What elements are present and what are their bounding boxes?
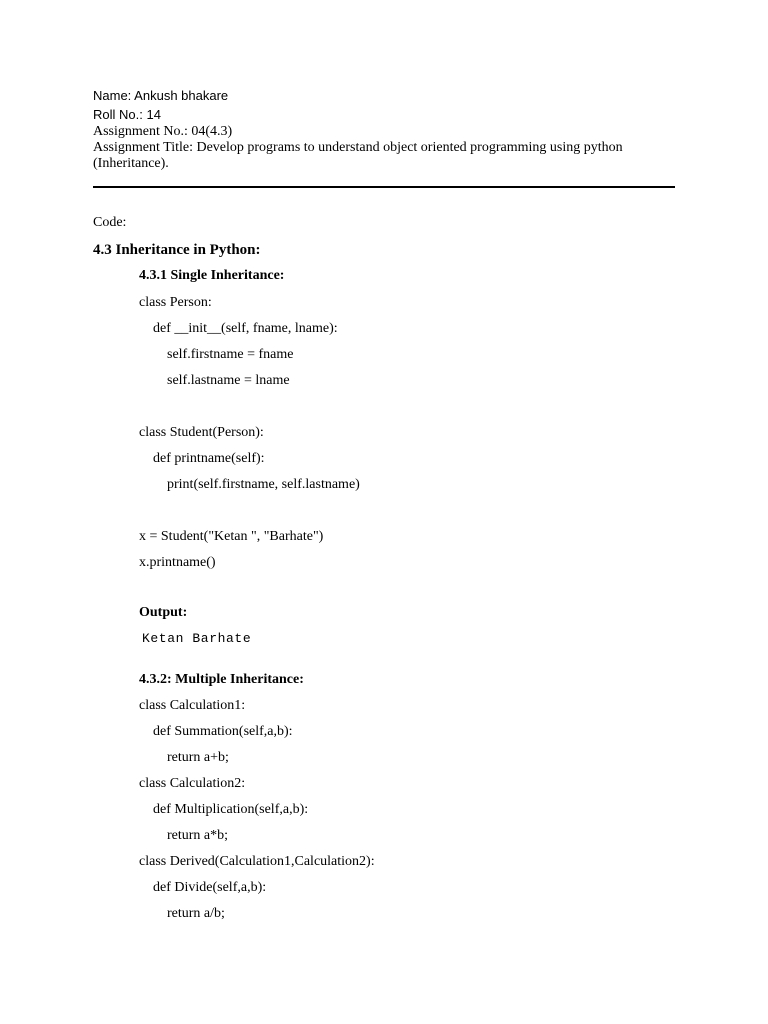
code-line: def printname(self): xyxy=(153,451,265,466)
student-name: Name: Ankush bhakare xyxy=(93,88,229,103)
header-divider xyxy=(93,186,675,188)
code-line: return a/b; xyxy=(167,906,225,921)
code-line: self.firstname = fname xyxy=(167,347,294,362)
code-line: class Calculation1: xyxy=(139,698,246,713)
code-line: class Person: xyxy=(139,295,212,310)
code-line: self.lastname = lname xyxy=(167,373,290,388)
code-line: def Divide(self,a,b): xyxy=(153,880,267,895)
code-line: def Summation(self,a,b): xyxy=(153,724,293,739)
section-heading: 4.3 Inheritance in Python: xyxy=(93,242,261,258)
code-line: return a+b; xyxy=(167,750,229,765)
single-inheritance-heading: 4.3.1 Single Inheritance: xyxy=(139,268,285,283)
output-label: Output: xyxy=(139,605,188,620)
code-line: x = Student("Ketan ", "Barhate") xyxy=(139,529,324,544)
code-line: class Calculation2: xyxy=(139,776,246,791)
roll-number: Roll No.: 14 xyxy=(93,107,161,122)
code-line: print(self.firstname, self.lastname) xyxy=(167,477,360,492)
code-line: x.printname() xyxy=(139,555,216,570)
assignment-title: Assignment Title: Develop programs to understand object oriented programming using python (Inheritance). xyxy=(93,140,623,171)
code-label: Code: xyxy=(93,215,127,230)
multiple-inheritance-heading: 4.3.2: Multiple Inheritance: xyxy=(139,672,304,687)
code-line: def Multiplication(self,a,b): xyxy=(153,802,309,817)
code-line: return a*b; xyxy=(167,828,229,843)
code-line: class Derived(Calculation1,Calculation2): xyxy=(139,854,375,869)
code-line: def __init__(self, fname, lname): xyxy=(153,321,338,336)
output-text: Ketan Barhate xyxy=(142,631,252,646)
code-line: class Student(Person): xyxy=(139,425,264,440)
assignment-number: Assignment No.: 04(4.3) xyxy=(93,124,233,139)
